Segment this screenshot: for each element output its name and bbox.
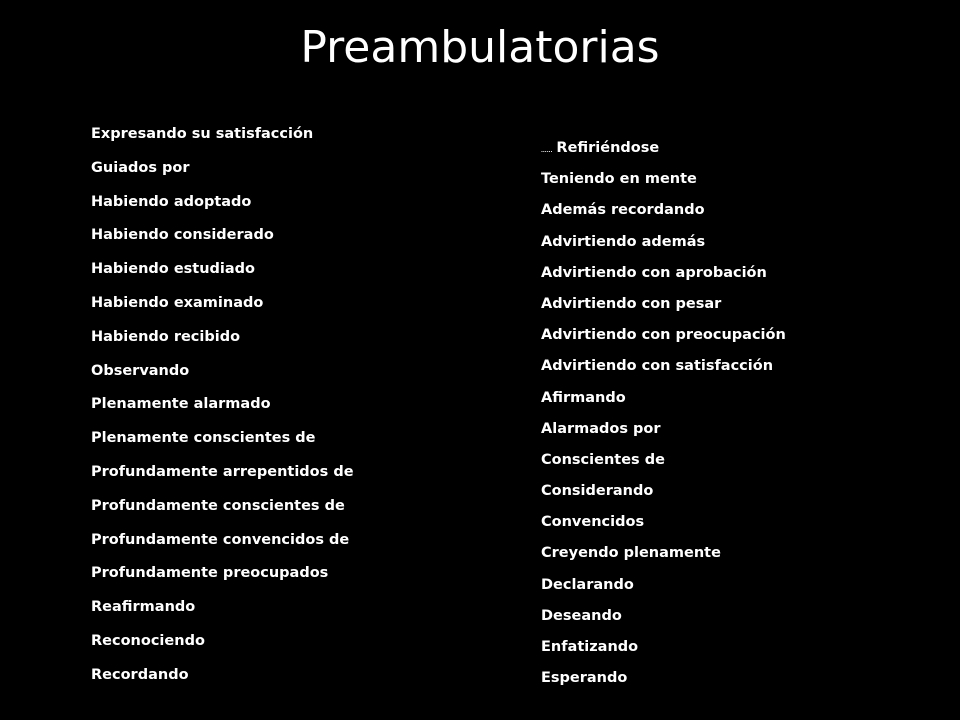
list-item: Reconociendo — [91, 632, 205, 649]
list-item: Conscientes de — [541, 451, 665, 468]
list-item: Profundamente conscientes de — [91, 497, 345, 514]
list-item: Profundamente arrepentidos de — [91, 463, 354, 480]
list-item: Advirtiendo con preocupación — [541, 327, 786, 344]
bullet-marker: ...... — [541, 148, 553, 154]
list-item: Habiendo adoptado — [91, 193, 252, 210]
list-item: Plenamente conscientes de — [91, 430, 316, 447]
list-item: Habiendo considerado — [91, 227, 274, 244]
list-item: Advirtiendo además — [541, 233, 706, 250]
list-item: Alarmados por — [541, 420, 661, 437]
list-item: Considerando — [541, 483, 654, 500]
list-item: Convencidos — [541, 514, 645, 531]
list-item: Guiados por — [91, 159, 190, 176]
list-item: Enfatizando — [541, 639, 639, 655]
list-item-label: Refiriéndose — [556, 140, 660, 156]
list-item: Habiendo estudiado — [91, 261, 256, 278]
list-item: Observando — [91, 362, 190, 379]
list-item: Recordando — [91, 666, 189, 683]
list-item: Advirtiendo con aprobación — [541, 264, 767, 281]
list-item: Esperando — [541, 670, 628, 687]
slide-title: Preambulatorias — [300, 22, 660, 73]
list-item: Profundamente preocupados — [91, 565, 329, 582]
list-item: Expresando su satisfacción — [91, 126, 314, 142]
list-item: Advirtiendo con pesar — [541, 295, 722, 312]
list-item: Deseando — [541, 607, 622, 624]
list-item: Habiendo recibido — [91, 328, 241, 345]
list-item: Afirmando — [541, 389, 626, 406]
list-item: Teniendo en mente — [541, 171, 697, 188]
list-item: Plenamente alarmado — [91, 396, 271, 413]
list-item: Reafirmando — [91, 599, 196, 616]
list-item: Profundamente convencidos de — [91, 531, 350, 548]
left-column-list — [91, 123, 354, 698]
list-item: Habiendo examinado — [91, 294, 264, 311]
list-item — [541, 137, 786, 168]
list-item: Advirtiendo con satisfacción — [541, 358, 774, 375]
list-item: Declarando — [541, 576, 634, 593]
list-item: Creyendo plenamente — [541, 545, 721, 562]
right-column-list — [541, 137, 786, 698]
list-item: Además recordando — [541, 202, 705, 219]
